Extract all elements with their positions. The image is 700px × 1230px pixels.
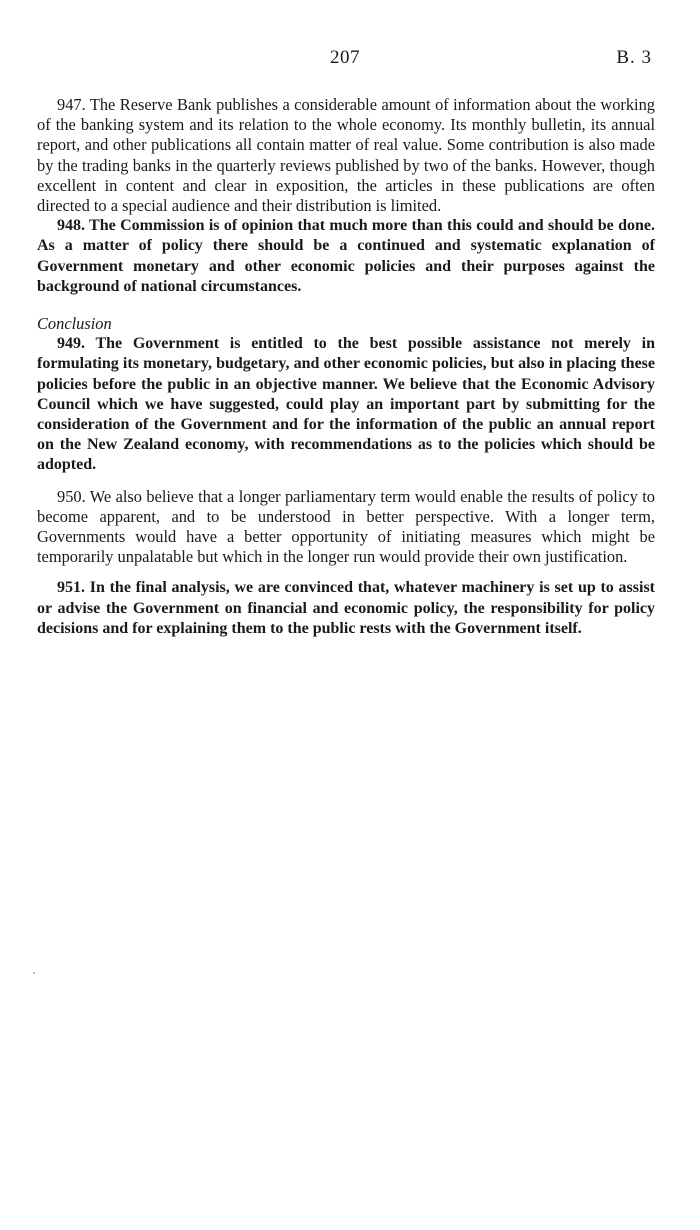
paragraph-949: 949. The Government is entitled to the best possible assistance not merely in formulating its monetary, budgetary, and other economic policies, but also in placing these policies before the public in an objective manner. We believe that the Economic Advisory Council which we have suggested, could play an important part by submitting for the consideration of the Government and for the information of the public an annual report on the New Zealand economy, with recommendations as to the policies which should be adopted.: [37, 335, 655, 474]
paragraph-948: 948. The Commission is of opinion that much more than this could and should be done. As a matter of policy there should be a continued and systematic explanation of Government monetary and other economic policies and their purposes against the background of national circumstances.: [37, 217, 655, 295]
body-text: [37, 95, 655, 639]
paragraph-951: 951. In the final analysis, we are convinced that, whatever machinery is set up to assist or advise the Government on financial and economic policy, the responsibility for policy decisions and for explaining them to the public rests with the Government itself.: [37, 579, 655, 637]
page-number: 207: [330, 47, 360, 68]
paragraph-947: 947. The Reserve Bank publishes a considerable amount of information about the working of the banking system and its relation to the whole economy. Its monthly bulletin, its annual report, and other publications all contain matter of real value. Some contribution is also made by the trading banks in the quarterly reviews published by two of the banks. However, though excellent in content and clear in exposition, the articles in these publications are often directed to a special audience and their distribution is limited.: [37, 95, 655, 216]
section-heading-conclusion: Conclusion: [37, 314, 112, 334]
document-code: B. 3: [616, 47, 652, 68]
paragraph-950: 950. We also believe that a longer parliamentary term would enable the results of policy to become apparent, and to be understood in better perspective. With a longer term, Governments would have a better opportunity of initiating measures which might be temporarily unpalatable but which in the longer run would provide their own justification.: [37, 486, 655, 567]
margin-speck: [33, 972, 35, 974]
